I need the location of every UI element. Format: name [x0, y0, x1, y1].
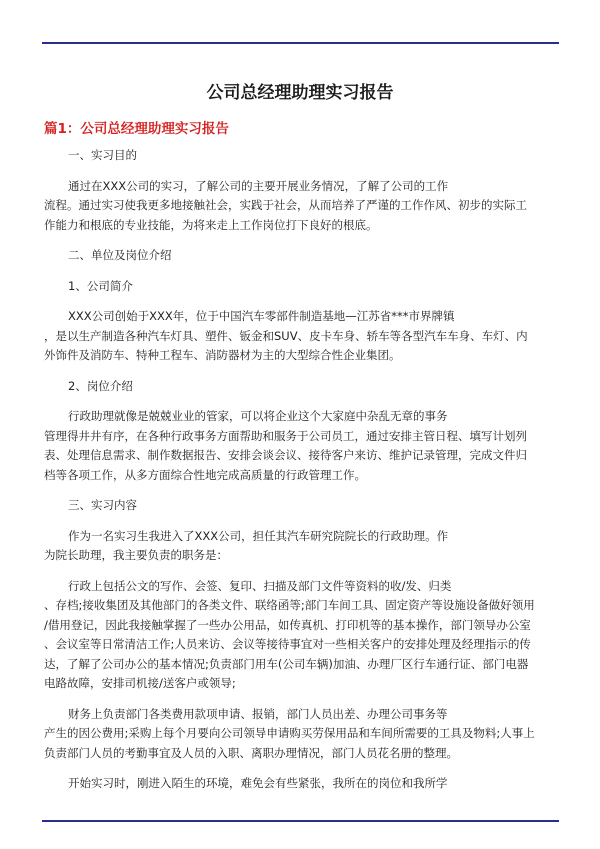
paragraph-position — [44, 407, 556, 485]
document-body — [44, 146, 556, 805]
text-line: 表、处理信息需求、制作数据报告、安排会谈会议、接待客户来访、维护记录管理，完成文件归 — [44, 448, 527, 462]
text-line: 作为一名实习生我进入了XXX公司，担任其汽车研究院院长的行政助理。作 — [68, 528, 449, 543]
text-line: 作能力和根底的专业技能，为将来走上工作岗位打下良好的根底。 — [44, 217, 378, 232]
text-line: 通过在XXX公司的实习，了解公司的主要开展业务情况，了解了公司的工作 — [68, 178, 449, 193]
text-line: 产生的因公费用;采购上每个月要向公司领导申请购买劳保用品和车间所需要的工具及物料;人事上 — [44, 726, 535, 740]
document-subtitle: 篇1：公司总经理助理实习报告 — [44, 121, 229, 137]
text-line: 行政上包括公文的写作、会签、复印、扫描及部门文件等资料的收/发、归类 — [68, 578, 452, 593]
text-line: 达，了解了公司办公的基本情况;负责部门用车(公司车辆)加油、办理厂区行车通行证、部门电器 — [44, 656, 529, 671]
text-line: ，是以生产制造各种汽车灯具、塑件、钣金和SUV、皮卡车身、轿车等各型汽车车身、车灯、内 — [44, 328, 528, 343]
text-line: 档等各项工作，从多方面综合性地完成高质量的行政管理工作。 — [44, 467, 366, 482]
text-line: 开始实习时，刚进入陌生的环境，难免会有些紧张，我所在的岗位和我所学 — [68, 776, 448, 790]
text-line: 管理得井井有序，在各种行政事务方面帮助和服务于公司员工，通过安排主管日程、填写计划列 — [44, 428, 527, 443]
document-title: 公司总经理助理实习报告 — [206, 83, 394, 103]
text-line: 电路故障，安排司机接/送客户或领导; — [44, 676, 236, 690]
text-line: 流程。通过实习使我更多地接触社会，实践于社会，从而培养了严谨的工作作风、初步的实际工 — [44, 198, 527, 212]
paragraph-company — [44, 307, 556, 366]
text-line: 外饰件及消防车、特种工程车、消防器材为主的大型综合性企业集团。 — [44, 348, 401, 362]
text-line: 财务上负责部门各类费用款项申请、报销，部门人员出差、办理公司事务等 — [68, 706, 448, 721]
subheading-position: 2、岗位介绍 — [68, 378, 133, 393]
paragraph-finance — [44, 705, 556, 764]
text-line: 负责部门人员的考勤事宜及人员的入职、离职办理情况，部门人员花名册的整理。 — [44, 745, 458, 760]
text-line: 、会议室等日常清洁工作;人员来访、会议等接待事宜对一些相关客户的安排处理及经理指示的传 — [44, 637, 531, 651]
paragraph-admin — [44, 577, 556, 694]
section-heading-content: 三、实习内容 — [68, 498, 137, 512]
bottom-divider — [42, 820, 559, 822]
section-heading-unit: 二、单位及岗位介绍 — [68, 248, 172, 262]
paragraph-role — [44, 527, 556, 566]
text-line: 为院长助理，我主要负责的职务是： — [44, 548, 228, 562]
paragraph-start — [44, 774, 556, 794]
top-divider — [42, 42, 559, 44]
text-line: XXX公司创始于XXX年，位于中国汽车零部件制造基地—江苏省***市界牌镇 — [68, 309, 455, 323]
subheading-company: 1、公司简介 — [68, 278, 133, 293]
text-line: 、存档;接收集团及其他部门的各类文件、联络函等;部门车间工具、固定资产等设施设备做好领用 — [44, 598, 535, 612]
section-heading-purpose: 一、实习目的 — [68, 148, 137, 162]
text-line: /借用登记，因此我接触掌握了一些办公用品，如传真机、打印机等的基本操作，部门领导办公室 — [44, 617, 531, 632]
text-line: 行政助理就像是兢兢业业的管家，可以将企业这个大家庭中杂乱无章的事务 — [68, 409, 448, 423]
paragraph-purpose — [44, 177, 556, 236]
